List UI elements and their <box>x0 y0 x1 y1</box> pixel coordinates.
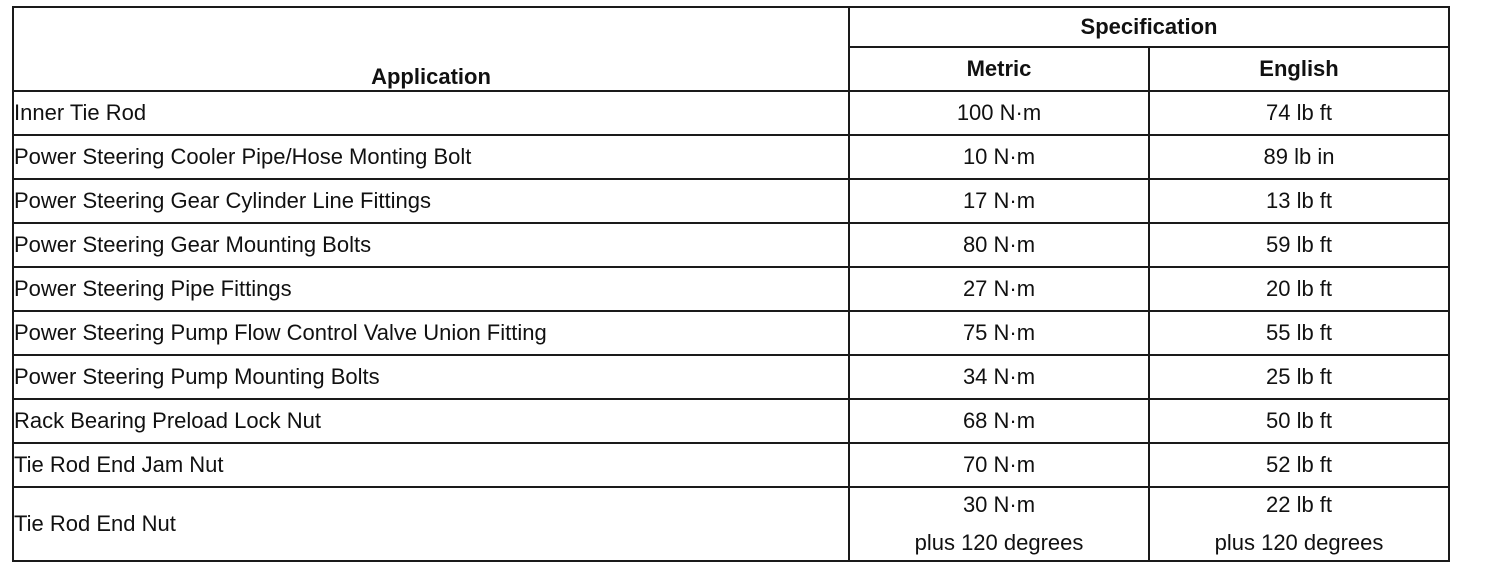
english-cell: 20 lb ft <box>1149 267 1449 311</box>
application-cell: Power Steering Pump Mounting Bolts <box>13 355 849 399</box>
english-value: 22 lb ft <box>1265 492 1333 517</box>
application-cell: Inner Tie Rod <box>13 91 849 135</box>
torque-specification-table <box>12 6 1450 562</box>
english-cell: 13 lb ft <box>1149 179 1449 223</box>
metric-value: 30 N·m <box>962 492 1036 517</box>
table-row <box>13 487 1449 561</box>
header-row-top <box>13 7 1449 47</box>
application-cell: Power Steering Gear Mounting Bolts <box>13 223 849 267</box>
english-cell <box>1149 487 1449 561</box>
application-cell: Rack Bearing Preload Lock Nut <box>13 399 849 443</box>
metric-cell: 17 N·m <box>849 179 1149 223</box>
application-cell: Tie Rod End Nut <box>13 487 849 561</box>
english-cell: 59 lb ft <box>1149 223 1449 267</box>
table-row <box>13 267 1449 311</box>
metric-cell: 27 N·m <box>849 267 1149 311</box>
english-header: English <box>1149 47 1449 91</box>
application-cell: Tie Rod End Jam Nut <box>13 443 849 487</box>
table-row <box>13 443 1449 487</box>
application-cell: Power Steering Pump Flow Control Valve Union Fitting <box>13 311 849 355</box>
table-row <box>13 91 1449 135</box>
metric-cell <box>849 487 1149 561</box>
metric-extra: plus 120 degrees <box>914 530 1084 555</box>
specification-header: Specification <box>849 7 1449 47</box>
metric-cell: 68 N·m <box>849 399 1149 443</box>
table-row <box>13 223 1449 267</box>
english-extra: plus 120 degrees <box>1214 530 1384 555</box>
english-cell: 50 lb ft <box>1149 399 1449 443</box>
english-cell: 52 lb ft <box>1149 443 1449 487</box>
metric-cell: 80 N·m <box>849 223 1149 267</box>
application-cell: Power Steering Gear Cylinder Line Fittings <box>13 179 849 223</box>
application-cell: Power Steering Cooler Pipe/Hose Monting Bolt <box>13 135 849 179</box>
metric-cell: 10 N·m <box>849 135 1149 179</box>
metric-cell: 34 N·m <box>849 355 1149 399</box>
english-cell: 25 lb ft <box>1149 355 1449 399</box>
table-row <box>13 135 1449 179</box>
metric-cell: 100 N·m <box>849 91 1149 135</box>
table-row <box>13 311 1449 355</box>
application-header: Application <box>13 7 849 91</box>
metric-cell: 75 N·m <box>849 311 1149 355</box>
metric-header: Metric <box>849 47 1149 91</box>
application-cell: Power Steering Pipe Fittings <box>13 267 849 311</box>
english-cell: 89 lb in <box>1149 135 1449 179</box>
english-cell: 74 lb ft <box>1149 91 1449 135</box>
english-cell: 55 lb ft <box>1149 311 1449 355</box>
table-row <box>13 179 1449 223</box>
metric-cell: 70 N·m <box>849 443 1149 487</box>
table-row <box>13 355 1449 399</box>
table-row <box>13 399 1449 443</box>
